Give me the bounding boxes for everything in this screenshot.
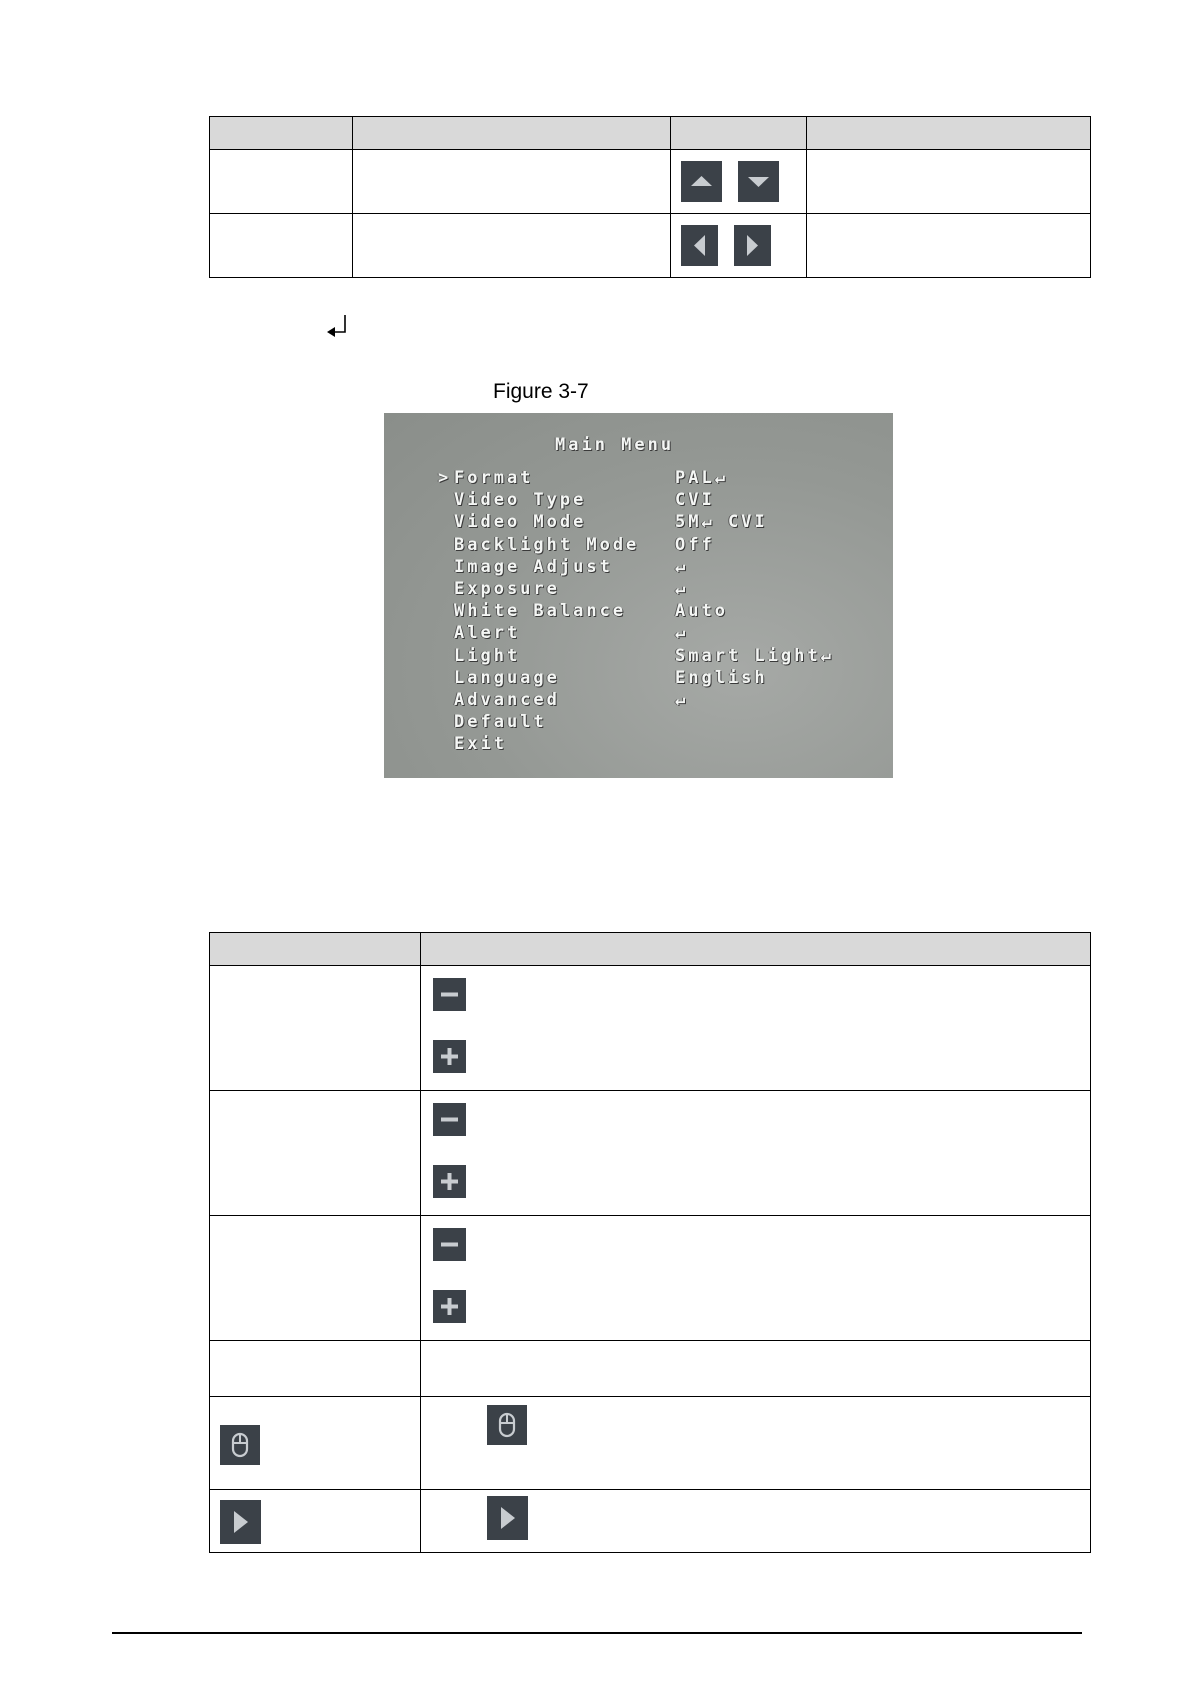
table-row [210, 1397, 1091, 1490]
osd-menu-item-value: PAL↵ [675, 468, 728, 488]
osd-menu-item[interactable] [384, 557, 893, 579]
table-row [210, 966, 1091, 1091]
osd-menu-item-value: ↵ [675, 579, 689, 599]
figure-caption: Figure 3-7 [493, 380, 589, 403]
osd-main-menu [384, 413, 893, 778]
osd-menu-item-value: English [675, 667, 768, 688]
osd-menu-item-value: Off [675, 534, 715, 555]
arrow-up-icon[interactable] [681, 161, 722, 202]
osd-menu-item[interactable] [384, 490, 893, 512]
osd-menu-item-label: Exit [454, 734, 507, 755]
table-row [210, 1216, 1091, 1341]
osd-menu-item-value: ↵ [675, 690, 689, 710]
osd-menu-item-label: Exposure [454, 579, 560, 599]
osd-cursor: > [438, 468, 452, 488]
header-cell [210, 117, 353, 150]
table-row [210, 214, 1091, 278]
minus-icon[interactable] [433, 1103, 466, 1136]
osd-menu-item[interactable] [384, 712, 893, 734]
mouse-icon[interactable] [220, 1425, 260, 1465]
return-arrow-icon [326, 313, 348, 341]
osd-menu-item-label: Light [454, 645, 521, 666]
header-cell [807, 117, 1091, 150]
mouse-icon[interactable] [487, 1405, 527, 1445]
table-row [210, 1091, 1091, 1216]
osd-menu-item-value: ↵ [675, 556, 689, 577]
table-cell [210, 150, 353, 214]
table-cell [210, 1490, 421, 1553]
osd-menu-item[interactable] [384, 579, 893, 601]
arrow-right-icon[interactable] [734, 225, 771, 266]
table-cell [210, 1091, 421, 1216]
play-icon[interactable] [220, 1500, 261, 1544]
osd-menu-title: Main Menu [555, 435, 675, 455]
osd-menu-item-value: ↵ [675, 623, 689, 644]
table-cell [421, 1490, 1091, 1553]
osd-menu-item-label: Image Adjust [454, 556, 613, 577]
osd-menu-item-label: Advanced [454, 690, 560, 710]
table-cell [421, 1091, 1091, 1216]
table-cell [353, 214, 671, 278]
minus-icon[interactable] [433, 1228, 466, 1261]
table-cell [807, 214, 1091, 278]
table-cell [671, 150, 807, 214]
plus-icon[interactable] [433, 1040, 466, 1073]
arrow-down-icon[interactable] [738, 161, 779, 202]
osd-menu-item[interactable] [384, 512, 893, 534]
osd-menu-item-label: White Balance [454, 601, 627, 622]
table-header-row [210, 933, 1091, 966]
osd-menu-item-label: Backlight Mode [454, 534, 640, 555]
header-cell [421, 933, 1091, 966]
table-row [210, 1490, 1091, 1553]
osd-menu-item-value: CVI [675, 490, 715, 511]
osd-menu-item[interactable] [384, 601, 893, 623]
osd-menu-item-value: 5M↵ CVI [675, 512, 768, 533]
osd-menu-item-label: Default [454, 712, 547, 733]
osd-menu-item-label: Format [454, 468, 534, 488]
table-cell [210, 214, 353, 278]
osd-menu-item[interactable] [384, 690, 893, 712]
arrow-left-icon[interactable] [681, 225, 718, 266]
osd-menu-item-value: Auto [675, 601, 728, 622]
table-cell [421, 1397, 1091, 1490]
osd-menu-item[interactable] [384, 668, 893, 690]
osd-menu-item[interactable] [384, 468, 893, 490]
minus-icon[interactable] [433, 978, 466, 1011]
osd-menu-item-label: Alert [454, 623, 521, 644]
header-cell [353, 117, 671, 150]
table-cell [421, 1216, 1091, 1341]
table-cell [210, 1341, 421, 1397]
table-header-row [210, 117, 1091, 150]
plus-icon[interactable] [433, 1165, 466, 1198]
table-cell [421, 1341, 1091, 1397]
header-cell [210, 933, 421, 966]
navigation-buttons-table [209, 116, 1091, 278]
table-cell [421, 966, 1091, 1091]
table-cell [807, 150, 1091, 214]
osd-menu-item-label: Video Type [454, 490, 587, 511]
osd-menu-item[interactable] [384, 623, 893, 645]
table-cell [210, 1216, 421, 1341]
header-cell [671, 117, 807, 150]
play-icon[interactable] [487, 1496, 528, 1540]
table-row [210, 150, 1091, 214]
osd-menu-item[interactable] [384, 646, 893, 668]
osd-menu-item[interactable] [384, 535, 893, 557]
table-cell [353, 150, 671, 214]
table-cell [210, 966, 421, 1091]
osd-menu-item[interactable] [384, 734, 893, 756]
table-cell [210, 1397, 421, 1490]
osd-menu-item-label: Video Mode [454, 512, 587, 533]
osd-menu-item-label: Language [454, 667, 560, 688]
table-cell [671, 214, 807, 278]
osd-menu-item-value: Smart Light↵ [675, 645, 834, 666]
setting-buttons-table [209, 932, 1091, 1553]
table-row [210, 1341, 1091, 1397]
footer-divider [112, 1632, 1082, 1634]
plus-icon[interactable] [433, 1290, 466, 1323]
